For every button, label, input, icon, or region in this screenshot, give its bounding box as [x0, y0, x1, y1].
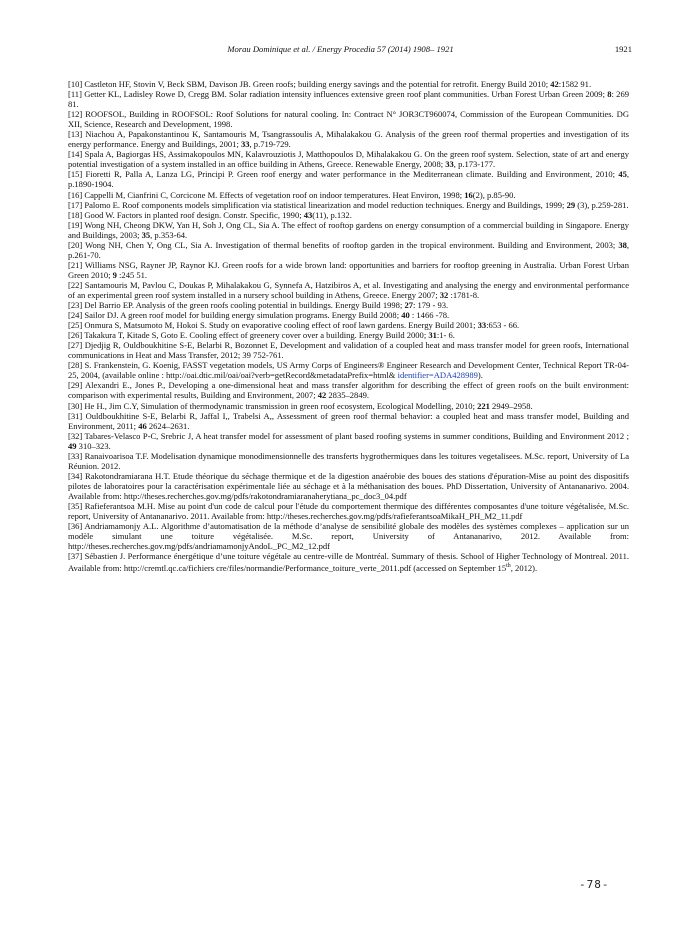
reference-entry: [14] Spala A, Bagiorgas HS, Assimakopoulos MN, Kalavrouziotis J, Matthopoulos D, Mihalakakou G. On the green roof system. Selection, state of art and energy potential investigation of a system installed in an office building in Athens, Greece. Renewable Energy, 2008; 33, p.173-177.	[68, 149, 629, 170]
page-marker: -78-	[579, 878, 610, 891]
running-header	[0, 43, 681, 59]
reference-entry: [22] Santamouris M, Pavlou C, Doukas P, Mihalakakou G, Synnefa A, Hatzibiros A, et al. Investigating and analysing the energy and environmental performance of an experimental green roof system installed in a nursery school building in Athens, Greece. Energy 2007; 32 :1781-8.	[68, 279, 629, 300]
reference-entry: [16] Cappelli M, Cianfrini C, Corcicone M. Effects of vegetation roof on indoor temperatures. Heat Environ, 1998; 16(2), p.85-90.	[68, 189, 516, 200]
reference-entry: [25] Onmura S, Matsumoto M, Hokoi S. Study on evaporative cooling effect of roof lawn gardens. Energy Build 2001; 33:653 - 66.	[68, 320, 520, 331]
reference-entry: [18] Good W. Factors in planted roof design. Constr. Specific, 1990; 43(11), p.132.	[68, 209, 352, 220]
page-number: 1921	[614, 44, 632, 54]
reference-entry: [28] S. Frankenstein, G. Koenig, FASST vegetation models, US Army Corps of Engineers® Engineer Research and Development Center, Technical Report TR-04-25, 2004, (available online : http://oai.dtic.mil/oai/oai?verb=getRecord&metadataPrefix=html& identifier=ADA428989).	[68, 360, 629, 381]
journal-citation: Morau Dominique et al. / Energy Procedia 57 (2014) 1908– 1921	[227, 44, 454, 54]
reference-entry: [19] Wong NH, Cheong DKW, Yan H, Soh J, Ong CL, Sia A. The effect of rooftop gardens on energy consumption of a commercial building in Singapore. Energy and Buildings, 2003; 35, p.353-64.	[68, 219, 629, 240]
reference-entry: [13] Niachou A, Papakonstantinou K, Santamouris M, Tsangrassoulis A, Mihalakakou G. Analysis of the green roof thermal properties and investigation of its energy performance. Energy and Buildings, 2001; 33, p.719-729.	[68, 129, 629, 150]
reference-list	[68, 79, 629, 573]
reference-entry: [17] Palomo E. Roof components models simplification via statistical linearization and model reduction techniques. Energy and Buildings, 1999; 29 (3), p.259-281.	[68, 199, 629, 210]
reference-entry: [21] Williams NSG, Rayner JP, Raynor KJ. Green roofs for a wide brown land: opportunities and barriers for rooftop greening in Australia. Urban Forest Urban Green 2010; 9 :245 51.	[68, 259, 629, 280]
reference-entry: [10] Castleton HF, Stovin V, Beck SBM, Davison JB. Green roofs; building energy savings and the potential for retrofit. Energy Build 2010; 42:1582 91.	[68, 79, 592, 89]
reference-entry: [33] Ranaivoarisoa T.F. Modelisation dynamique monodimensionnelle des transferts hygrothermiques dans les toitures vegetalisees. M.Sc. report, University of La Réunion. 2012.	[68, 450, 629, 471]
reference-entry: [36] Andriamamonjy A.L. Algorithme d’automatisation de la méthode d’analyse de sensibilité globale des modèles des systèmes complexes – application sur un modèle simulant une toiture végétalisée. M.Sc. report, University of Antananarivo, 2012. Available from: http://theses.recherches.gov.mg/pdfs/andriamamonjyAndoL_PC_M2_12.pdf	[68, 521, 629, 552]
reference-entry: [29] Alexandri E., Jones P., Developing a one-dimensional heat and mass transfer algorithm for describing the effect of green roofs on the built environment: comparison with experimental results, Building and Environment, 2007; 42 2835–2849.	[68, 380, 629, 401]
reference-entry: [20] Wong NH, Chen Y, Ong CL, Sia A. Investigation of thermal benefits of rooftop garden in the tropical environment. Building and Environment, 2003; 38, p.261-70.	[68, 239, 629, 260]
reference-entry: [11] Getter KL, Ladisley Rowe D, Cregg BM. Solar radiation intensity influences extensive green roof plant communities. Urban Forest Urban Green 2009; 8: 269 81.	[68, 89, 629, 110]
reference-entry: [27] Djedjig R, Ouldboukhitine S-E, Belarbi R, Bozonnet E, Development and validation of a coupled heat and mass transfer model for green roofs, International communications in Heat and Mass Transfer, 2012; 39 752-761.	[68, 340, 629, 361]
reference-entry: [23] Del Barrio EP. Analysis of the green roofs cooling potential in buildings. Energy Build 1998; 27: 179 - 93.	[68, 300, 449, 311]
reference-entry: [31] Ouldboukhitine S-E, Belarbi R, Jaffal I,, Trabelsi A,, Assessment of green roof thermal behavior: a coupled heat and mass transfer model, Building and Environment, 2011; 46 2624–2631.	[68, 410, 629, 431]
reference-entry: [15] Fioretti R, Palla A, Lanza LG, Principi P. Green roof energy and water performance in the Mediterranean climate. Building and Environment, 2010; 45, p.1890-1904.	[68, 169, 629, 190]
reference-entry: [12] ROOFSOL, Building in ROOFSOL: Roof Solutions for natural cooling. In: Contract N° JOR3CT960074, Commission of the European Communities. DG XII, Science, Research and Development, 1998.	[68, 109, 629, 130]
reference-entry: [24] Sailor DJ. A green roof model for building energy simulation programs. Energy Build 2008; 40 : 1466 -78.	[68, 310, 450, 321]
reference-entry: [34] Rakotondramiarana H.T. Etude théorique du séchage thermique et de la digestion anaérobie des boues des stations d'épuration-Mise au point des dispositifs pilotes de laboratoires pour la caractérisation expérimentale liée au séchage et à la méthanisation des boues. PhD Dissertation, University of Antananarivo. 2004. Available from: http://theses.recherches.gov.mg/pdfs/rakotondramiaranaherytiana_pc_doc3_04.pdf	[68, 470, 629, 501]
reference-entry: [32] Tabares-Velasco P-C, Srebric J, A heat transfer model for assessment of plant based roofing systems in summer conditions, Building and Environment 2012 ; 49 310–323.	[68, 430, 629, 451]
reference-entry: [26] Takakura T, Kitade S, Goto E. Cooling effect of greenery cover over a building. Energy Build 2000; 31:1- 6.	[68, 330, 455, 341]
reference-entry: [30] He H., Jim C.Y, Simulation of thermodynamic transmission in green roof ecosystem, Ecological Modelling, 2010; 221 2949–2958.	[68, 400, 533, 411]
reference-entry: [37] Sébastien J. Performance énergétique d’une toiture végétale au centre-ville de Montréal. Summary of thesis. School of Higher Technology of Montreal. 2011. Available from: http://cremtl.qc.ca/fichiers cre/files/normandie/Performance_toiture_verte_2011.pdf (accessed on September 15th, 2012).	[68, 551, 629, 574]
reference-entry: [35] Rafieferantsoa M.H. Mise au point d'un code de calcul pour l'étude du comportement thermique des différentes composantes d'une toiture végétalisée, M.Sc. report, University of Antananarivo. 2011. Available from: http://theses.recherches.gov.mg/pdfs/rafieferantsoaMikaH_PH_M2_11.pdf	[68, 500, 629, 522]
